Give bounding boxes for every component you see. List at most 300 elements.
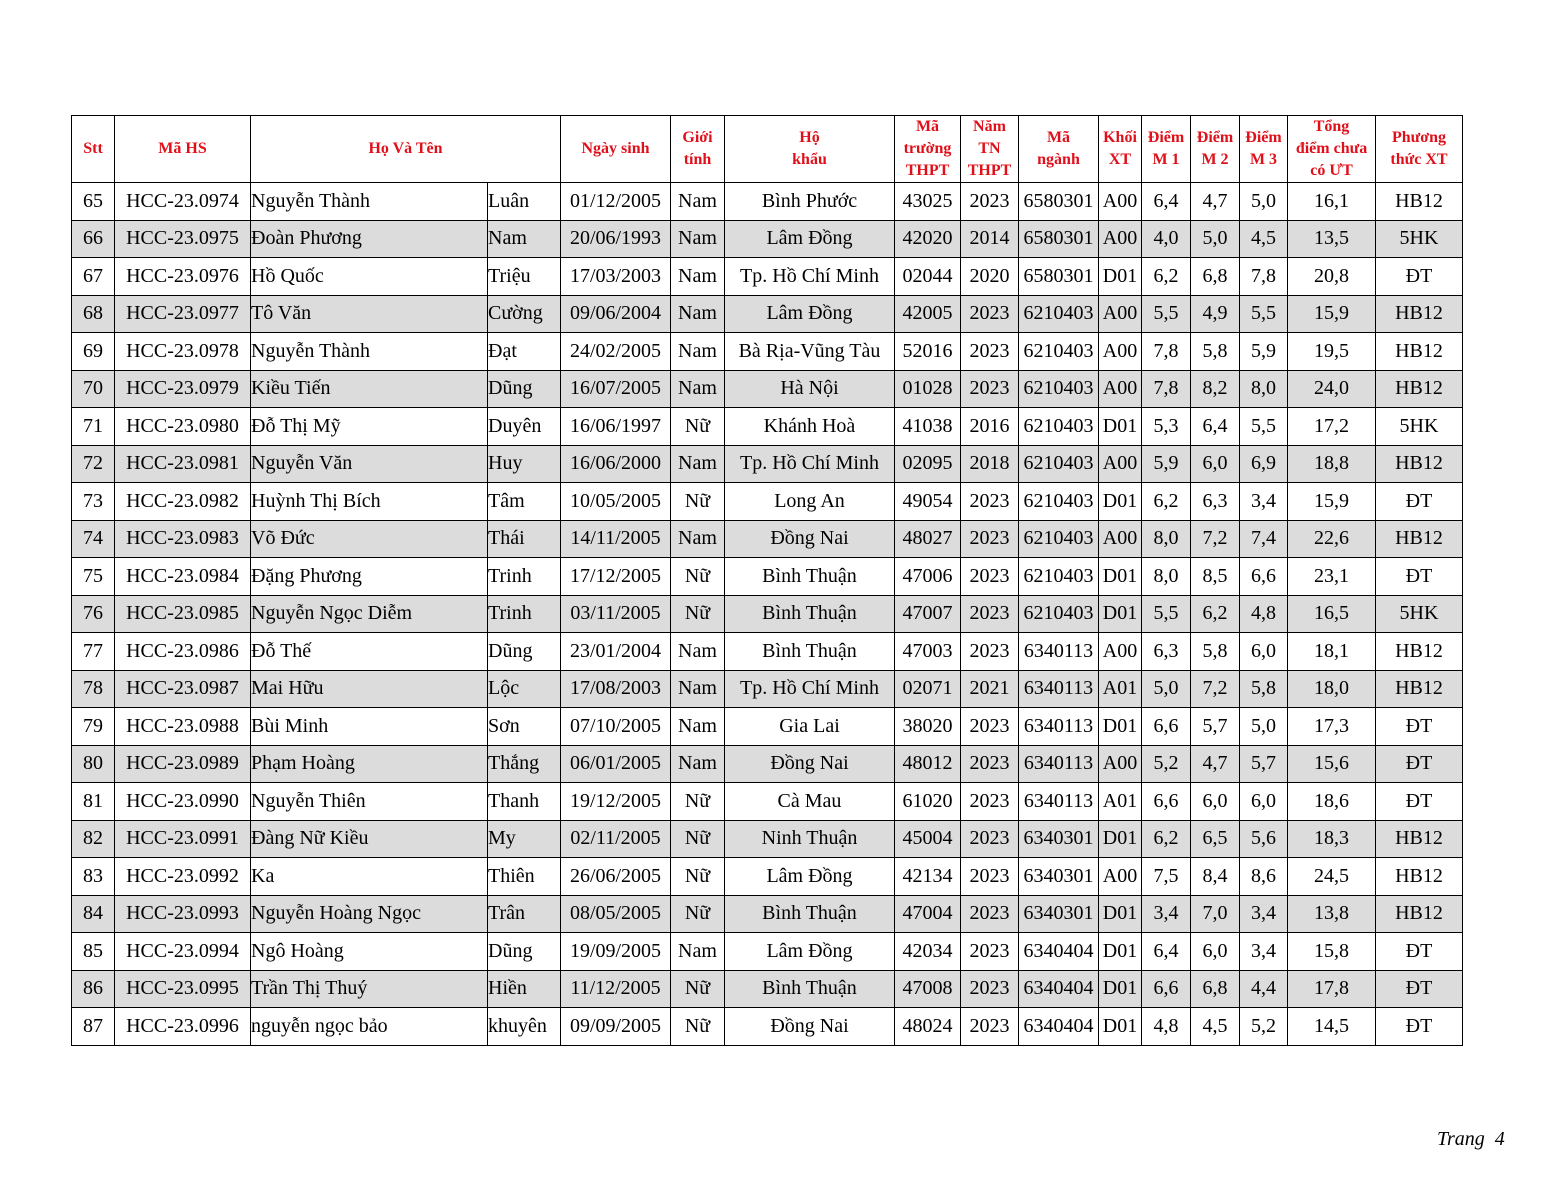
cell-diem-m1: 7,8 [1142,333,1191,371]
cell-ho-khau: Lâm Đồng [725,933,895,971]
header-line: THPT [905,162,950,179]
cell-ten: Lộc [488,670,561,708]
table-row [72,558,1463,596]
cell-ma-truong: 45004 [895,820,961,858]
cell-diem-m2: 4,7 [1191,745,1240,783]
cell-tong-diem: 17,3 [1288,708,1376,746]
table-row [72,633,1463,671]
cell-ma-truong: 01028 [895,370,961,408]
cell-ma-truong: 49054 [895,483,961,521]
cell-ma-nganh: 6210403 [1019,483,1099,521]
table-row [72,933,1463,971]
cell-diem-m1: 6,2 [1142,483,1191,521]
cell-ho-dem: Trần Thị Thuý [251,970,488,1008]
cell-stt: 81 [72,783,115,821]
cell-ho-khau: Bà Rịa-Vũng Tàu [725,333,895,371]
cell-ma-hs: HCC-23.0991 [115,820,251,858]
cell-khoi-xt: D01 [1099,970,1142,1008]
header-line: Tổng [1313,118,1350,135]
cell-gioi-tinh: Nữ [671,483,725,521]
cell-ma-hs: HCC-23.0975 [115,220,251,258]
cell-ma-truong: 42134 [895,858,961,896]
cell-diem-m3: 8,6 [1240,858,1288,896]
cell-stt: 74 [72,520,115,558]
cell-ngay-sinh: 03/11/2005 [561,595,671,633]
cell-ma-nganh: 6210403 [1019,520,1099,558]
cell-tong-diem: 15,9 [1288,295,1376,333]
cell-diem-m1: 6,6 [1142,783,1191,821]
cell-ngay-sinh: 26/06/2005 [561,858,671,896]
header-line: Điểm [1245,129,1282,146]
cell-ten: Dũng [488,633,561,671]
cell-ten: Huy [488,445,561,483]
cell-nam-tn: 2021 [961,670,1019,708]
cell-diem-m2: 6,8 [1191,258,1240,296]
cell-ho-dem: Đoàn Phương [251,220,488,258]
cell-ho-khau: Đồng Nai [725,1008,895,1046]
cell-ma-hs: HCC-23.0989 [115,745,251,783]
cell-ten: Trinh [488,558,561,596]
cell-ho-dem: Ka [251,858,488,896]
cell-tong-diem: 15,8 [1288,933,1376,971]
cell-diem-m3: 7,8 [1240,258,1288,296]
cell-ma-nganh: 6210403 [1019,370,1099,408]
cell-ho-khau: Tp. Hồ Chí Minh [725,445,895,483]
cell-khoi-xt: A00 [1099,333,1142,371]
cell-nam-tn: 2023 [961,370,1019,408]
header-ma-truong [895,116,961,183]
cell-ma-truong: 48024 [895,1008,961,1046]
cell-khoi-xt: D01 [1099,933,1142,971]
cell-diem-m3: 5,5 [1240,295,1288,333]
cell-ngay-sinh: 11/12/2005 [561,970,671,1008]
cell-khoi-xt: A01 [1099,670,1142,708]
cell-ho-khau: Tp. Hồ Chí Minh [725,258,895,296]
cell-phuong-thuc: 5HK [1376,595,1463,633]
cell-gioi-tinh: Nam [671,633,725,671]
cell-diem-m3: 5,7 [1240,745,1288,783]
cell-ten: Đạt [488,333,561,371]
table-row [72,745,1463,783]
cell-stt: 77 [72,633,115,671]
cell-stt: 73 [72,483,115,521]
cell-ho-khau: Cà Mau [725,783,895,821]
cell-ma-hs: HCC-23.0993 [115,895,251,933]
cell-diem-m1: 5,9 [1142,445,1191,483]
cell-diem-m3: 5,9 [1240,333,1288,371]
cell-tong-diem: 13,5 [1288,220,1376,258]
table-header [72,116,1463,183]
cell-ngay-sinh: 16/07/2005 [561,370,671,408]
header-line: TN [978,140,1001,157]
cell-gioi-tinh: Nam [671,708,725,746]
table-row [72,445,1463,483]
cell-ma-hs: HCC-23.0992 [115,858,251,896]
cell-ma-truong: 47004 [895,895,961,933]
cell-ma-nganh: 6340301 [1019,858,1099,896]
header-line: tính [683,151,712,168]
cell-diem-m2: 6,5 [1191,820,1240,858]
cell-diem-m1: 3,4 [1142,895,1191,933]
cell-diem-m2: 6,0 [1191,933,1240,971]
header-nam-tn [961,116,1019,183]
cell-phuong-thuc: ĐT [1376,1008,1463,1046]
cell-stt: 79 [72,708,115,746]
cell-diem-m1: 7,5 [1142,858,1191,896]
cell-diem-m2: 6,8 [1191,970,1240,1008]
cell-ho-khau: Hà Nội [725,370,895,408]
cell-nam-tn: 2016 [961,408,1019,446]
cell-ma-truong: 42020 [895,220,961,258]
cell-ngay-sinh: 24/02/2005 [561,333,671,371]
cell-diem-m1: 5,3 [1142,408,1191,446]
cell-ho-dem: Nguyễn Thành [251,183,488,221]
table-row [72,595,1463,633]
cell-phuong-thuc: ĐT [1376,970,1463,1008]
cell-phuong-thuc: HB12 [1376,183,1463,221]
header-line: XT [1108,151,1132,168]
cell-ma-nganh: 6340113 [1019,633,1099,671]
cell-ten: Cường [488,295,561,333]
header-line: ngành [1037,151,1080,168]
cell-diem-m2: 4,9 [1191,295,1240,333]
cell-diem-m1: 6,3 [1142,633,1191,671]
table-row [72,183,1463,221]
cell-gioi-tinh: Nam [671,670,725,708]
cell-stt: 68 [72,295,115,333]
cell-khoi-xt: A00 [1099,633,1142,671]
cell-ma-hs: HCC-23.0990 [115,783,251,821]
cell-ma-hs: HCC-23.0979 [115,370,251,408]
cell-khoi-xt: D01 [1099,595,1142,633]
cell-ngay-sinh: 20/06/1993 [561,220,671,258]
table-row [72,895,1463,933]
header-ho-khau [725,116,895,183]
student-roster-table [71,115,1463,1046]
cell-diem-m1: 6,2 [1142,820,1191,858]
cell-ho-khau: Gia Lai [725,708,895,746]
cell-stt: 65 [72,183,115,221]
cell-diem-m1: 8,0 [1142,558,1191,596]
cell-ma-truong: 42034 [895,933,961,971]
cell-nam-tn: 2023 [961,558,1019,596]
header-line: Mã [1046,129,1071,146]
header-line: Mã [915,118,940,135]
cell-ho-khau: Đồng Nai [725,745,895,783]
cell-khoi-xt: D01 [1099,258,1142,296]
cell-tong-diem: 24,5 [1288,858,1376,896]
cell-diem-m1: 4,0 [1142,220,1191,258]
cell-diem-m3: 6,9 [1240,445,1288,483]
cell-ma-truong: 47007 [895,595,961,633]
cell-nam-tn: 2023 [961,483,1019,521]
cell-diem-m3: 5,5 [1240,408,1288,446]
cell-gioi-tinh: Nữ [671,408,725,446]
cell-ma-hs: HCC-23.0980 [115,408,251,446]
cell-phuong-thuc: ĐT [1376,745,1463,783]
cell-ma-hs: HCC-23.0995 [115,970,251,1008]
cell-nam-tn: 2023 [961,708,1019,746]
header-line: Giới [682,129,713,146]
header-line: thức XT [1390,151,1448,168]
header-line: Khối [1103,129,1137,146]
cell-stt: 84 [72,895,115,933]
cell-khoi-xt: A00 [1099,445,1142,483]
cell-ma-truong: 42005 [895,295,961,333]
cell-gioi-tinh: Nam [671,370,725,408]
cell-phuong-thuc: HB12 [1376,670,1463,708]
header-line: THPT [967,162,1012,179]
cell-diem-m1: 6,4 [1142,933,1191,971]
cell-ma-nganh: 6210403 [1019,595,1099,633]
cell-phuong-thuc: ĐT [1376,483,1463,521]
cell-nam-tn: 2023 [961,970,1019,1008]
cell-khoi-xt: D01 [1099,895,1142,933]
cell-ma-truong: 52016 [895,333,961,371]
cell-ten: Trân [488,895,561,933]
cell-ho-khau: Ninh Thuận [725,820,895,858]
cell-gioi-tinh: Nữ [671,558,725,596]
cell-khoi-xt: D01 [1099,558,1142,596]
cell-phuong-thuc: HB12 [1376,445,1463,483]
cell-ten: Nam [488,220,561,258]
cell-diem-m1: 6,6 [1142,970,1191,1008]
cell-phuong-thuc: HB12 [1376,520,1463,558]
cell-nam-tn: 2023 [961,858,1019,896]
cell-gioi-tinh: Nữ [671,820,725,858]
cell-gioi-tinh: Nữ [671,858,725,896]
table-row [72,520,1463,558]
table-row [72,483,1463,521]
cell-ma-nganh: 6340301 [1019,895,1099,933]
cell-ma-hs: HCC-23.0985 [115,595,251,633]
cell-ngay-sinh: 19/12/2005 [561,783,671,821]
cell-diem-m3: 3,4 [1240,483,1288,521]
header-line: khẩu [792,151,827,168]
cell-ngay-sinh: 06/01/2005 [561,745,671,783]
cell-gioi-tinh: Nam [671,745,725,783]
cell-gioi-tinh: Nam [671,183,725,221]
cell-ngay-sinh: 23/01/2004 [561,633,671,671]
page-number: Trang 4 [1437,1128,1505,1150]
cell-ho-khau: Long An [725,483,895,521]
cell-nam-tn: 2023 [961,895,1019,933]
cell-diem-m1: 5,0 [1142,670,1191,708]
cell-khoi-xt: A00 [1099,370,1142,408]
cell-ma-nganh: 6340113 [1019,745,1099,783]
cell-diem-m3: 4,4 [1240,970,1288,1008]
header-ma-hs: Mã HS [115,116,251,183]
cell-ho-dem: Đỗ Thị Mỹ [251,408,488,446]
cell-khoi-xt: A01 [1099,783,1142,821]
cell-stt: 69 [72,333,115,371]
cell-gioi-tinh: Nam [671,520,725,558]
cell-ngay-sinh: 16/06/2000 [561,445,671,483]
table-row [72,220,1463,258]
header-stt: Stt [72,116,115,183]
cell-khoi-xt: D01 [1099,708,1142,746]
cell-ma-hs: HCC-23.0974 [115,183,251,221]
cell-ten: Thiên [488,858,561,896]
cell-phuong-thuc: ĐT [1376,558,1463,596]
cell-diem-m2: 8,5 [1191,558,1240,596]
cell-ho-dem: Kiều Tiến [251,370,488,408]
cell-ma-hs: HCC-23.0987 [115,670,251,708]
cell-ma-truong: 47003 [895,633,961,671]
cell-diem-m2: 6,0 [1191,445,1240,483]
cell-khoi-xt: A00 [1099,745,1142,783]
cell-ten: Dũng [488,933,561,971]
cell-stt: 86 [72,970,115,1008]
cell-ma-truong: 02095 [895,445,961,483]
cell-tong-diem: 18,6 [1288,783,1376,821]
cell-diem-m3: 5,0 [1240,183,1288,221]
cell-gioi-tinh: Nữ [671,595,725,633]
cell-ho-khau: Bình Thuận [725,970,895,1008]
cell-khoi-xt: A00 [1099,520,1142,558]
header-line: Hộ [799,129,820,146]
cell-ho-dem: nguyễn ngọc bảo [251,1008,488,1046]
cell-nam-tn: 2020 [961,258,1019,296]
cell-ten: khuyên [488,1008,561,1046]
cell-phuong-thuc: ĐT [1376,783,1463,821]
cell-diem-m2: 5,0 [1191,220,1240,258]
cell-ngay-sinh: 14/11/2005 [561,520,671,558]
cell-ma-truong: 48012 [895,745,961,783]
cell-diem-m1: 5,5 [1142,595,1191,633]
cell-tong-diem: 17,8 [1288,970,1376,1008]
cell-ngay-sinh: 19/09/2005 [561,933,671,971]
header-line: Phương [1391,129,1447,146]
cell-diem-m1: 8,0 [1142,520,1191,558]
cell-diem-m2: 4,7 [1191,183,1240,221]
cell-ho-dem: Đàng Nữ Kiều [251,820,488,858]
cell-ma-hs: HCC-23.0994 [115,933,251,971]
cell-gioi-tinh: Nữ [671,1008,725,1046]
cell-diem-m1: 6,6 [1142,708,1191,746]
cell-ma-nganh: 6340404 [1019,1008,1099,1046]
cell-nam-tn: 2023 [961,295,1019,333]
cell-nam-tn: 2023 [961,820,1019,858]
cell-diem-m3: 6,6 [1240,558,1288,596]
cell-phuong-thuc: HB12 [1376,370,1463,408]
cell-ho-khau: Bình Thuận [725,558,895,596]
cell-phuong-thuc: ĐT [1376,258,1463,296]
cell-diem-m2: 7,2 [1191,670,1240,708]
cell-ma-truong: 41038 [895,408,961,446]
cell-ho-dem: Bùi Minh [251,708,488,746]
cell-gioi-tinh: Nữ [671,895,725,933]
cell-ten: Duyên [488,408,561,446]
cell-ten: Tâm [488,483,561,521]
header-line: M 1 [1152,151,1180,168]
cell-tong-diem: 18,0 [1288,670,1376,708]
cell-ten: Thắng [488,745,561,783]
cell-khoi-xt: D01 [1099,408,1142,446]
cell-ten: Thanh [488,783,561,821]
cell-ten: Thái [488,520,561,558]
cell-ho-khau: Lâm Đồng [725,858,895,896]
header-line: có ƯT [1310,162,1353,179]
cell-nam-tn: 2023 [961,520,1019,558]
cell-ma-truong: 43025 [895,183,961,221]
cell-stt: 82 [72,820,115,858]
cell-ma-hs: HCC-23.0984 [115,558,251,596]
cell-ho-khau: Bình Thuận [725,595,895,633]
cell-ho-dem: Đỗ Thế [251,633,488,671]
cell-stt: 71 [72,408,115,446]
header-line: Điểm [1196,129,1234,146]
cell-tong-diem: 18,1 [1288,633,1376,671]
cell-stt: 87 [72,1008,115,1046]
cell-diem-m2: 5,8 [1191,333,1240,371]
cell-phuong-thuc: HB12 [1376,858,1463,896]
cell-khoi-xt: A00 [1099,183,1142,221]
cell-ho-khau: Bình Thuận [725,895,895,933]
cell-gioi-tinh: Nữ [671,783,725,821]
cell-tong-diem: 14,5 [1288,1008,1376,1046]
cell-gioi-tinh: Nam [671,933,725,971]
cell-ma-nganh: 6210403 [1019,333,1099,371]
cell-ma-hs: HCC-23.0983 [115,520,251,558]
cell-diem-m1: 4,8 [1142,1008,1191,1046]
cell-ho-dem: Mai Hữu [251,670,488,708]
cell-ten: Dũng [488,370,561,408]
cell-diem-m3: 5,0 [1240,708,1288,746]
cell-khoi-xt: A00 [1099,220,1142,258]
cell-stt: 80 [72,745,115,783]
cell-gioi-tinh: Nam [671,445,725,483]
cell-diem-m1: 5,2 [1142,745,1191,783]
cell-ma-nganh: 6340113 [1019,670,1099,708]
cell-diem-m2: 8,2 [1191,370,1240,408]
cell-nam-tn: 2023 [961,933,1019,971]
table-row [72,258,1463,296]
cell-ho-dem: Tô Văn [251,295,488,333]
cell-phuong-thuc: 5HK [1376,220,1463,258]
table-row [72,783,1463,821]
cell-nam-tn: 2023 [961,183,1019,221]
cell-stt: 66 [72,220,115,258]
cell-ngay-sinh: 17/12/2005 [561,558,671,596]
cell-phuong-thuc: ĐT [1376,933,1463,971]
cell-ngay-sinh: 17/03/2003 [561,258,671,296]
cell-ho-khau: Bình Phước [725,183,895,221]
table-row [72,333,1463,371]
header-tong-diem [1288,116,1376,183]
cell-ma-truong: 02071 [895,670,961,708]
cell-ho-khau: Đồng Nai [725,520,895,558]
header-ho-va-ten: Họ Và Tên [251,116,561,183]
cell-ten: Sơn [488,708,561,746]
cell-ngay-sinh: 09/09/2005 [561,1008,671,1046]
header-line: điểm chưa [1295,140,1368,157]
cell-ma-hs: HCC-23.0977 [115,295,251,333]
table-body [72,183,1463,1046]
cell-diem-m3: 6,0 [1240,633,1288,671]
cell-diem-m1: 6,2 [1142,258,1191,296]
cell-ma-nganh: 6210403 [1019,295,1099,333]
cell-diem-m2: 7,2 [1191,520,1240,558]
cell-phuong-thuc: ĐT [1376,708,1463,746]
cell-diem-m3: 5,2 [1240,1008,1288,1046]
header-line: Điểm [1147,129,1185,146]
table-row [72,820,1463,858]
cell-tong-diem: 16,1 [1288,183,1376,221]
cell-ho-dem: Nguyễn Thành [251,333,488,371]
cell-ma-nganh: 6340404 [1019,970,1099,1008]
cell-tong-diem: 22,6 [1288,520,1376,558]
